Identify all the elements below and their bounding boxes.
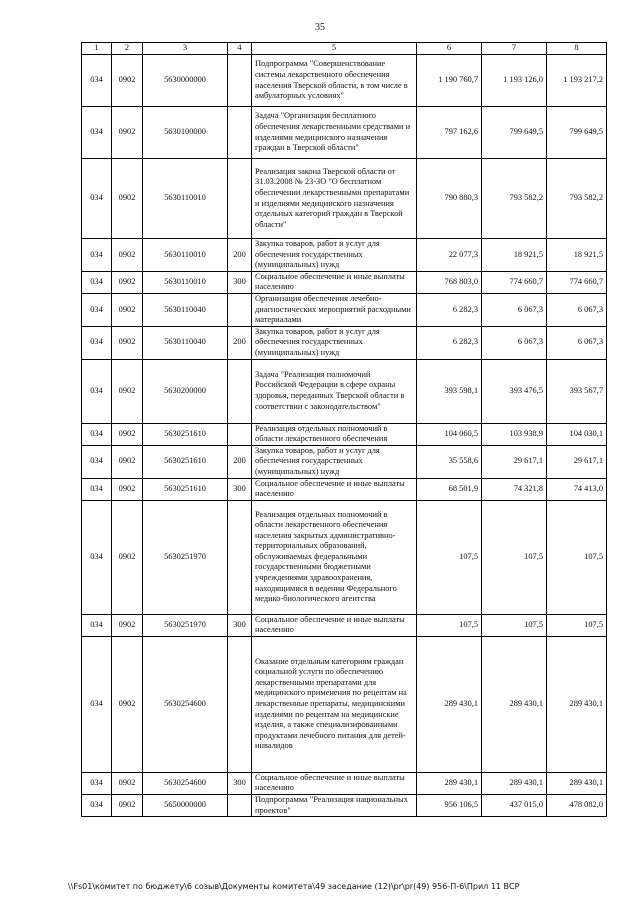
amount-year-1: 768 803,0 — [417, 271, 482, 293]
expense-type-code: 300 — [228, 271, 252, 293]
section-code: 0902 — [112, 359, 143, 423]
item-description: Социальное обеспечение и иные выплаты населению — [252, 614, 417, 636]
item-description: Подпрограмма "Реализация национальных проектов" — [252, 795, 417, 817]
section-code: 0902 — [112, 500, 143, 614]
amount-year-1: 956 106,5 — [417, 795, 482, 817]
expense-type-code — [228, 293, 252, 326]
section-code: 0902 — [112, 55, 143, 107]
expense-type-code: 200 — [228, 445, 252, 478]
ministry-code: 034 — [82, 500, 112, 614]
amount-year-2: 799 649,5 — [482, 107, 547, 159]
target-article-code: 5630251970 — [143, 500, 228, 614]
ministry-code: 034 — [82, 614, 112, 636]
table-row — [82, 55, 607, 107]
amount-year-2: 289 430,1 — [482, 636, 547, 772]
target-article-code: 5630100000 — [143, 107, 228, 159]
section-code: 0902 — [112, 271, 143, 293]
ministry-code: 034 — [82, 445, 112, 478]
target-article-code: 5630110040 — [143, 293, 228, 326]
ministry-code: 034 — [82, 239, 112, 272]
table-row — [82, 772, 607, 794]
amount-year-2: 74 321,8 — [482, 478, 547, 500]
section-code: 0902 — [112, 293, 143, 326]
amount-year-1: 790 880,3 — [417, 159, 482, 239]
item-description: Социальное обеспечение и иные выплаты населению — [252, 478, 417, 500]
item-description: Закупка товаров, работ и услуг для обеспечения государственных (муниципальных) нужд — [252, 239, 417, 272]
table-row — [82, 326, 607, 359]
amount-year-2: 6 067,3 — [482, 293, 547, 326]
ministry-code: 034 — [82, 107, 112, 159]
target-article-code: 5630110010 — [143, 271, 228, 293]
column-header-3: 3 — [143, 43, 228, 55]
amount-year-2: 289 430,1 — [482, 772, 547, 794]
section-code: 0902 — [112, 326, 143, 359]
amount-year-2: 18 921,5 — [482, 239, 547, 272]
amount-year-3: 104 030,1 — [547, 423, 607, 445]
amount-year-2: 29 617,1 — [482, 445, 547, 478]
amount-year-3: 774 660,7 — [547, 271, 607, 293]
column-header-6: 6 — [417, 43, 482, 55]
table-row — [82, 795, 607, 817]
section-code: 0902 — [112, 239, 143, 272]
amount-year-1: 289 430,1 — [417, 636, 482, 772]
table-row — [82, 423, 607, 445]
table-header — [82, 43, 607, 55]
target-article-code: 5650000000 — [143, 795, 228, 817]
expense-type-code: 200 — [228, 239, 252, 272]
ministry-code: 034 — [82, 636, 112, 772]
expense-type-code — [228, 795, 252, 817]
table-row — [82, 159, 607, 239]
column-header-1: 1 — [82, 43, 112, 55]
item-description: Закупка товаров, работ и услуг для обеспечения государственных (муниципальных) нужд — [252, 445, 417, 478]
ministry-code: 034 — [82, 795, 112, 817]
amount-year-2: 6 067,3 — [482, 326, 547, 359]
section-code: 0902 — [112, 614, 143, 636]
expense-type-code: 300 — [228, 614, 252, 636]
target-article-code: 5630200000 — [143, 359, 228, 423]
ministry-code: 034 — [82, 159, 112, 239]
table-row — [82, 636, 607, 772]
amount-year-1: 107,5 — [417, 500, 482, 614]
target-article-code: 5630251610 — [143, 445, 228, 478]
target-article-code: 5630251610 — [143, 478, 228, 500]
amount-year-1: 35 558,6 — [417, 445, 482, 478]
ministry-code: 034 — [82, 271, 112, 293]
amount-year-1: 393 598,1 — [417, 359, 482, 423]
item-description: Реализация закона Тверской области от 31.03.2008 № 23-ЗО "О бесплатном обеспечении лекарственными препаратами и изделиями медицинского назначения отдельных категорий граждан в Тверской области" — [252, 159, 417, 239]
table-row — [82, 445, 607, 478]
section-code: 0902 — [112, 159, 143, 239]
ministry-code: 034 — [82, 326, 112, 359]
amount-year-2: 1 193 126,0 — [482, 55, 547, 107]
amount-year-3: 799 649,5 — [547, 107, 607, 159]
amount-year-1: 289 430,1 — [417, 772, 482, 794]
ministry-code: 034 — [82, 293, 112, 326]
section-code: 0902 — [112, 636, 143, 772]
section-code: 0902 — [112, 478, 143, 500]
expense-type-code: 300 — [228, 772, 252, 794]
amount-year-1: 107,5 — [417, 614, 482, 636]
amount-year-3: 107,5 — [547, 500, 607, 614]
item-description: Задача "Организация бесплатного обеспечения лекарственными средствами и изделиями медицинского назначения граждан в Тверской области" — [252, 107, 417, 159]
section-code: 0902 — [112, 445, 143, 478]
target-article-code: 5630254600 — [143, 636, 228, 772]
column-header-8: 8 — [547, 43, 607, 55]
amount-year-1: 22 077,3 — [417, 239, 482, 272]
table-row — [82, 614, 607, 636]
column-header-2: 2 — [112, 43, 143, 55]
column-header-7: 7 — [482, 43, 547, 55]
amount-year-1: 797 162,6 — [417, 107, 482, 159]
target-article-code: 5630251970 — [143, 614, 228, 636]
amount-year-3: 29 617,1 — [547, 445, 607, 478]
table-row — [82, 500, 607, 614]
amount-year-2: 793 582,2 — [482, 159, 547, 239]
amount-year-1: 1 190 760,7 — [417, 55, 482, 107]
amount-year-3: 289 430,1 — [547, 636, 607, 772]
amount-year-3: 289 430,1 — [547, 772, 607, 794]
expense-type-code — [228, 55, 252, 107]
item-description: Социальное обеспечение и иные выплаты населению — [252, 772, 417, 794]
amount-year-3: 793 582,2 — [547, 159, 607, 239]
expense-type-code — [228, 423, 252, 445]
item-description: Задача "Реализация полномочий Российской Федерации в сфере охраны здоровья, переданных Тверской области в соответствии с законодательством" — [252, 359, 417, 423]
section-code: 0902 — [112, 795, 143, 817]
item-description: Организация обеспечения лечебно-диагностических мероприятий расходными материалами — [252, 293, 417, 326]
target-article-code: 5630110010 — [143, 239, 228, 272]
expense-type-code — [228, 159, 252, 239]
amount-year-2: 437 015,0 — [482, 795, 547, 817]
amount-year-3: 1 193 217,2 — [547, 55, 607, 107]
page-number: 35 — [315, 22, 325, 33]
amount-year-1: 104 060,5 — [417, 423, 482, 445]
column-header-5: 5 — [252, 43, 417, 55]
item-description: Социальное обеспечение и иные выплаты населению — [252, 271, 417, 293]
table-body — [82, 55, 607, 817]
expense-type-code — [228, 500, 252, 614]
item-description: Оказание отдельным категориям граждан социальной услуги по обеспечению лекарственными препаратами для медицинского применения по рецептам на лекарственные препараты, медицинскими изделиями по рецептам на медицинские изделия, а также специализированными продуктами лечебного питания для детей-инвалидов — [252, 636, 417, 772]
amount-year-3: 478 082,0 — [547, 795, 607, 817]
header-row — [82, 43, 607, 55]
ministry-code: 034 — [82, 359, 112, 423]
ministry-code: 034 — [82, 772, 112, 794]
item-description: Реализация отдельных полномочий в области лекарственного обеспечения — [252, 423, 417, 445]
item-description: Реализация отдельных полномочий в области лекарственного обеспечения населения закрытых административно-территориальных образований, обслуживаемых федеральными государственными бюджетными учреждениями здравоохранения, находящимися в ведении Федерального медико-биологического агентства — [252, 500, 417, 614]
target-article-code: 5630254600 — [143, 772, 228, 794]
amount-year-3: 6 067,3 — [547, 326, 607, 359]
table-row — [82, 478, 607, 500]
column-header-4: 4 — [228, 43, 252, 55]
amount-year-2: 107,5 — [482, 500, 547, 614]
amount-year-2: 393 476,5 — [482, 359, 547, 423]
target-article-code: 5630000000 — [143, 55, 228, 107]
target-article-code: 5630251610 — [143, 423, 228, 445]
expense-type-code — [228, 107, 252, 159]
table-row — [82, 239, 607, 272]
amount-year-2: 107,5 — [482, 614, 547, 636]
amount-year-2: 774 660,7 — [482, 271, 547, 293]
footer-file-path: \\Fs01\комитет по бюджету\6 созыв\Документы комитета\49 заседание (12)\pr\pr(49) 956-П-6\Прил 11 ВСР — [68, 882, 520, 891]
section-code: 0902 — [112, 423, 143, 445]
target-article-code: 5630110010 — [143, 159, 228, 239]
amount-year-1: 6 282,3 — [417, 326, 482, 359]
ministry-code: 034 — [82, 478, 112, 500]
amount-year-3: 6 067,3 — [547, 293, 607, 326]
expense-type-code — [228, 359, 252, 423]
amount-year-3: 18 921,5 — [547, 239, 607, 272]
amount-year-3: 74 413,0 — [547, 478, 607, 500]
ministry-code: 034 — [82, 423, 112, 445]
amount-year-1: 68 501,9 — [417, 478, 482, 500]
budget-table — [81, 42, 607, 817]
expense-type-code — [228, 636, 252, 772]
item-description: Закупка товаров, работ и услуг для обеспечения государственных (муниципальных) нужд — [252, 326, 417, 359]
amount-year-3: 107,5 — [547, 614, 607, 636]
amount-year-3: 393 567,7 — [547, 359, 607, 423]
table-row — [82, 293, 607, 326]
target-article-code: 5630110040 — [143, 326, 228, 359]
expense-type-code: 200 — [228, 326, 252, 359]
table-row — [82, 107, 607, 159]
amount-year-1: 6 282,3 — [417, 293, 482, 326]
table-row — [82, 271, 607, 293]
ministry-code: 034 — [82, 55, 112, 107]
amount-year-2: 103 938,9 — [482, 423, 547, 445]
item-description: Подпрограмма "Совершенствование системы лекарственного обеспечения населения Тверской области, в том числе в амбулаторных условиях" — [252, 55, 417, 107]
expense-type-code: 300 — [228, 478, 252, 500]
section-code: 0902 — [112, 772, 143, 794]
section-code: 0902 — [112, 107, 143, 159]
table-row — [82, 359, 607, 423]
